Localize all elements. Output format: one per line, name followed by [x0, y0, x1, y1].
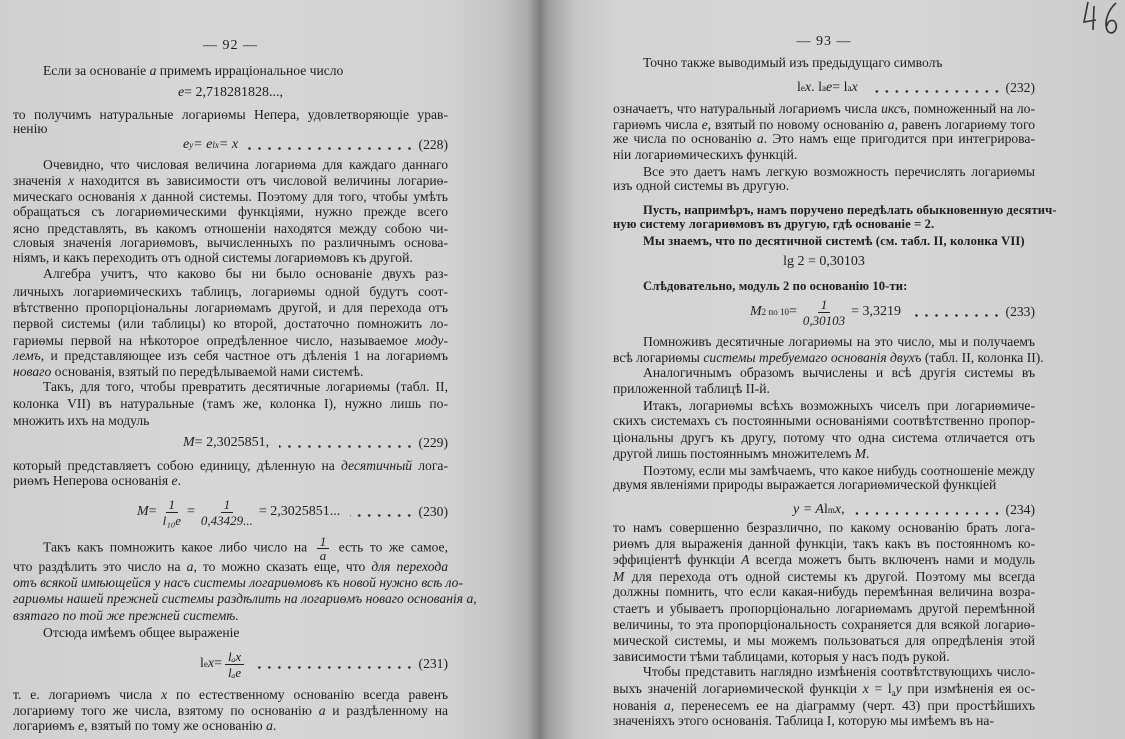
- formula: [183, 137, 238, 153]
- text-run: основанія, взятый по передѣлываемой нами системѣ.: [51, 364, 364, 379]
- subscript: e: [203, 659, 208, 669]
- text-run: то получимъ натуральные логариѳмы Непера, удовлетворяющіе урав-: [13, 107, 448, 122]
- italic-text: e: [826, 80, 833, 95]
- text-line: [613, 131, 1035, 147]
- text-line: [13, 364, 448, 380]
- text-run: колонка VII) въ натуральные (тамъ же, колонка I), нужно лишь по-: [13, 396, 448, 411]
- text-run: Алгебра учитъ, что каково бы ни было основаніе двухъ раз-: [43, 266, 448, 281]
- text-line: [13, 703, 448, 719]
- text-run: логариѳму того же числа, взятому по основанію: [13, 703, 319, 718]
- formula-line: [613, 244, 1035, 280]
- text-line: [613, 584, 1035, 600]
- subscript: m: [827, 505, 835, 515]
- text-run: = 2,718281828...,: [184, 85, 284, 100]
- italic-text: гариѳмы нашей прежней системы раздѣлить на логариѳмъ новаго основанія a,: [13, 591, 477, 606]
- text-line: [613, 55, 1035, 71]
- text-line: [13, 316, 448, 332]
- text-line: [613, 601, 1035, 617]
- formula-line: [613, 294, 1035, 330]
- text-run: = 2,3025851,: [194, 435, 270, 450]
- text-line: [613, 365, 1035, 381]
- text-line: [613, 430, 1035, 446]
- text-run: l: [200, 656, 204, 671]
- text-line: [13, 608, 448, 624]
- text-run: скихъ системахъ съ постоянными основаніями соотвѣтственно пропор-: [613, 413, 1035, 428]
- text-line: [613, 617, 1035, 633]
- text-run: .: [177, 473, 181, 488]
- text-run: ,: [841, 502, 845, 517]
- text-run: должны помнить, что если какая-нибудь перемѣнная величина возра-: [613, 584, 1035, 599]
- dot-leader: [350, 514, 414, 517]
- text-run: ціональны другъ къ другу, потому что одна система отличается отъ: [613, 430, 1035, 445]
- text-run: же числа по основанію: [613, 131, 757, 146]
- text-line: [613, 350, 1044, 366]
- italic-text: x: [68, 173, 75, 188]
- text-run: Очевидно, что числовая величина логариѳма для каждаго даннаго: [43, 157, 448, 172]
- formula: [178, 85, 283, 101]
- text-line: [613, 147, 1035, 163]
- text-line: [613, 649, 1035, 665]
- subscript: a: [847, 83, 852, 93]
- italic-text: x: [834, 502, 842, 517]
- text-run: ясно представлять, въ какомъ отношеніи находятся между собою чи-: [13, 221, 448, 236]
- text-run: Такъ какъ помножить какое либо число на: [43, 539, 314, 555]
- text-line: [13, 333, 448, 349]
- text-run: нованія: [613, 698, 664, 713]
- text-line: [613, 398, 1035, 414]
- text-run: = 2,3025851...: [258, 504, 341, 519]
- dot-leader: [911, 314, 1001, 317]
- italic-text: a: [756, 131, 764, 146]
- fraction-numerator: lₐx: [225, 649, 244, 665]
- text-run: величины, то эта пропорціональность сохраняется для всякой логариѳ-: [613, 617, 1035, 632]
- equation-number: (231): [418, 656, 448, 671]
- text-run: выхъ значеній логариѳмической функціи: [613, 681, 863, 696]
- text-run: то намъ совершенно безразлично, по какому основанію брать лога-: [613, 520, 1035, 535]
- text-line: [13, 204, 448, 220]
- italic-text: = e: [193, 137, 213, 152]
- text-run: риѳмъ для выраженія данной функціи, такъ какъ въ постоянномъ ко-: [613, 536, 1035, 551]
- text-run: обращаться съ логариѳмическими функціями, нужно прежде всего: [13, 204, 448, 219]
- text-run: ненію: [13, 121, 48, 136]
- text-run: lg 2 = 0,30103: [783, 254, 865, 269]
- italic-text: y = A: [793, 502, 824, 517]
- italic-text: иксъ: [881, 101, 907, 116]
- text-line: [13, 575, 463, 591]
- fraction-denominator: 0,43429...: [200, 512, 253, 528]
- text-run: Точно также выводимый изъ предыдущаго символъ: [643, 55, 943, 70]
- italic-text: системы требуемаго основанія двухъ: [703, 350, 922, 365]
- italic-text: e: [78, 718, 85, 733]
- text-run: Если за основаніе: [43, 63, 150, 78]
- dot-leader: [868, 90, 1002, 93]
- text-run: Поэтому, если мы замѣчаемъ, что какое нибудь соотношеніе между: [643, 463, 1035, 478]
- right-page: [613, 0, 1057, 739]
- text-run: значеніяхъ этого основанія. Таблица I, которую мы имѣемъ въ на-: [613, 713, 994, 728]
- text-run: что раздѣлить это число на: [13, 559, 187, 574]
- text-run: который представляетъ собою единицу, дѣленную на: [13, 458, 341, 473]
- fraction: [317, 535, 330, 562]
- text-run: =: [789, 304, 797, 319]
- dot-leader: [855, 512, 1002, 515]
- fraction-numerator: 1: [317, 535, 330, 549]
- text-run: Чтобы представить наглядно измѣненія соотвѣтствующихъ число-: [643, 664, 1035, 679]
- italic-text: x: [804, 80, 812, 95]
- text-line: [613, 698, 1035, 714]
- italic-text: a: [318, 703, 326, 718]
- text-line: [13, 379, 448, 395]
- text-run: ную систему логариѳмовъ въ другую, гдѣ основаніе = 2.: [613, 217, 935, 231]
- text-run: всегда можетъ быть включенъ нами и модуль: [749, 552, 1035, 567]
- subscript: a: [891, 688, 896, 698]
- text-run: Все это даетъ намъ легкую возможность перечислять логариѳмы: [643, 164, 1035, 179]
- text-run: логариѳмъ: [13, 718, 79, 733]
- italic-text: a: [663, 698, 671, 713]
- text-run: мическаго основанія: [13, 189, 141, 204]
- text-line: [613, 178, 1035, 194]
- formula-line: [13, 425, 448, 461]
- text-run: , взятый по новому основанію: [707, 117, 888, 132]
- text-run: лога-: [412, 458, 448, 473]
- text-run: (табл. II, колонка II).: [921, 350, 1044, 365]
- italic-text: a: [266, 718, 273, 733]
- italic-text: x: [851, 80, 858, 95]
- text-run: всѣ логариѳмы: [613, 350, 704, 365]
- text-run: ніи логариѳмическихъ функцій.: [613, 147, 798, 162]
- text-line: [13, 284, 448, 300]
- fraction: [160, 497, 184, 528]
- italic-text: M: [183, 435, 195, 450]
- text-line: [13, 559, 448, 575]
- italic-text: x: [207, 656, 215, 671]
- text-run: значенія: [13, 173, 69, 188]
- text-run: стаетъ и убываетъ пропорціонально логариѳмамъ другой перемѣнной: [613, 601, 1035, 616]
- text-run: вѣтственно пропорціональны логариѳмамъ другой, и для перехода отъ: [13, 300, 448, 315]
- italic-text: e: [183, 137, 190, 152]
- italic-text: M: [613, 569, 625, 584]
- text-run: гариѳмъ числа: [613, 117, 702, 132]
- text-line: [13, 473, 448, 489]
- text-line: [613, 278, 1035, 294]
- text-line: [13, 300, 448, 316]
- text-line: [613, 101, 1035, 117]
- text-run: т. е. логариѳмъ числа: [13, 687, 162, 702]
- text-run: другой лишь постояннымъ множителемъ: [613, 446, 855, 461]
- italic-text: a: [149, 63, 157, 78]
- text-run: Пусть, напримѣръ, намъ поручено передѣлать обыкновенную десятич-: [643, 203, 1057, 217]
- fraction-numerator: 1: [818, 297, 831, 313]
- fraction: [800, 297, 848, 328]
- equation-number: (234): [1005, 502, 1035, 517]
- italic-text: моду-: [415, 333, 448, 348]
- fraction-numerator: 1: [221, 497, 234, 513]
- text-run: l: [797, 80, 801, 95]
- text-run: первой системы (или таблицы) ко второй, достаточно помножить ло-: [13, 316, 448, 331]
- text-run: .: [866, 446, 870, 461]
- italic-text: для перехода: [371, 559, 449, 574]
- text-line: [613, 520, 1035, 536]
- text-run: приложенной таблицѣ II-й.: [613, 381, 770, 396]
- text-run: и раздѣленному на: [325, 703, 448, 718]
- italic-text: A: [741, 552, 750, 567]
- formula: [797, 80, 858, 96]
- text-run: данной системы. Поэтому для того, чтобы умѣть: [146, 189, 448, 204]
- text-run: зависимости тѣми таблицами, которыя у насъ подъ рукой.: [613, 649, 950, 664]
- text-run: . l: [811, 80, 822, 95]
- text-run: гариѳмы первой на нѣкоторое опредѣленное число, называемое: [13, 333, 416, 348]
- text-line: [13, 266, 448, 282]
- text-run: Помноживъ десятичные логариѳмы на это число, мы и получаемъ: [643, 334, 1035, 349]
- text-line: [13, 189, 448, 205]
- formula: [793, 502, 845, 518]
- superscript: lx: [212, 140, 219, 150]
- text-run: риѳмъ Неперова основанія: [13, 473, 172, 488]
- italic-text: новаго: [13, 364, 52, 379]
- text-line: [13, 718, 448, 734]
- text-run: находится въ зависимости отъ числовой величины логариѳ-: [74, 173, 448, 188]
- italic-text: x: [161, 687, 168, 702]
- subscript: e: [800, 83, 805, 93]
- italic-text: a: [186, 559, 194, 574]
- text-run: , перенесемъ ее на діаграмму (черт. 43) при простѣйшихъ: [670, 698, 1035, 713]
- text-line: [613, 681, 1035, 697]
- dot-leader: [257, 666, 414, 669]
- formula-line: [13, 494, 448, 530]
- text-run: l: [823, 502, 828, 517]
- text-run: эффиціентѣ функціи: [613, 552, 742, 567]
- italic-text: M: [854, 446, 867, 461]
- text-run: , то можно сказать еще, что: [193, 559, 372, 574]
- text-run: для перехода отъ одной системы къ другой. Поэтому мы всегда: [624, 569, 1035, 584]
- text-run: означаетъ, что натуральный логариѳмъ числа: [613, 101, 882, 116]
- formula: [183, 435, 269, 451]
- text-run: =: [187, 504, 195, 519]
- fraction: [225, 649, 244, 680]
- italic-text: десятичный: [340, 458, 413, 473]
- text-run: Аналогичнымъ образомъ вычислены и всѣ другія системы въ: [643, 365, 1035, 380]
- text-run: при измѣненія ея ос-: [901, 681, 1035, 696]
- text-run: Отсюда имѣемъ общее выраженіе: [43, 625, 240, 640]
- text-run: Такъ, для того, чтобы превратить десятичные логариѳмы (табл. II,: [43, 379, 448, 394]
- text-run: множить ихъ на модуль: [13, 413, 150, 428]
- italic-text: взятаго по той же прежней системѣ.: [13, 608, 239, 623]
- equation-number: (228): [418, 137, 448, 152]
- equation-number: (232): [1005, 80, 1035, 95]
- text-run: личныхъ логариѳмическихъ таблицъ, логариѳмы одной будутъ соот-: [13, 284, 448, 299]
- fraction-numerator: 1: [166, 497, 179, 513]
- text-run: есть то же самое,: [332, 539, 448, 555]
- page-number: — 92 —: [203, 38, 258, 53]
- text-line: [13, 625, 448, 641]
- equation-number: (230): [418, 504, 448, 519]
- text-line: [613, 381, 1035, 397]
- italic-text: M: [750, 304, 762, 319]
- superscript: y: [189, 140, 194, 150]
- text-line: [13, 250, 448, 266]
- text-line: [613, 552, 1035, 568]
- text-run: изъ одной системы въ другую.: [613, 178, 790, 193]
- italic-text: отъ всякой имѣющейся у насъ системы логариѳмовъ къ новой нужно всѣ ло-: [13, 575, 463, 590]
- text-run: Итакъ, логариѳмы всѣхъ возможныхъ чиселъ при логариѳмиче-: [643, 398, 1035, 413]
- text-run: .: [272, 718, 277, 733]
- formula: [200, 649, 247, 680]
- text-run: = l: [832, 80, 848, 95]
- text-line: [613, 633, 1035, 649]
- text-line: [613, 446, 1035, 462]
- text-line: [613, 664, 1035, 680]
- text-run: , равенъ логариѳму того: [894, 117, 1035, 132]
- text-line: [13, 173, 448, 189]
- fraction-denominator: a: [319, 548, 327, 563]
- text-line: [613, 536, 1035, 552]
- text-run: =: [214, 656, 223, 671]
- subscript: a: [822, 83, 826, 93]
- italic-text: x: [140, 189, 147, 204]
- text-run: мической системы, и мы можемъ пользоваться для опредѣленія этой: [613, 633, 1035, 648]
- text-run: =: [148, 504, 157, 519]
- italic-text: e: [701, 117, 708, 132]
- dot-leader: [248, 147, 414, 150]
- text-run: , помноженный на ло-: [906, 101, 1035, 116]
- text-line: [13, 687, 448, 703]
- equation-number: (229): [418, 435, 448, 450]
- text-line: [613, 713, 1035, 729]
- text-line: [13, 235, 448, 251]
- text-line: [613, 216, 1035, 232]
- dot-leader: [279, 445, 414, 448]
- handwritten-page-mark: [1080, 0, 1125, 40]
- italic-text: лемъ,: [13, 348, 45, 363]
- italic-text: e: [171, 473, 178, 488]
- formula: [750, 297, 901, 328]
- text-run: , взятый по тому же основанію: [84, 718, 267, 733]
- formula-line: [13, 646, 448, 682]
- subscript: 2 по 10: [761, 307, 789, 317]
- italic-text: = x: [218, 137, 239, 152]
- text-run: Слѣдовательно, модуль 2 по основанію 10-ти:: [643, 279, 908, 293]
- formula: [783, 254, 865, 270]
- text-run: и представляющее изъ себя частное отъ дѣленія 1 на логариѳмъ: [44, 348, 448, 363]
- italic-text: M: [137, 504, 149, 519]
- text-run: Мы знаемъ, что по десятичной системѣ (см. табл. II, колонка VII): [643, 234, 1025, 248]
- equation-number: (233): [1005, 304, 1035, 319]
- text-line: [13, 348, 448, 364]
- text-run: . Это намъ еще пригодится при интегрирова-: [763, 131, 1035, 146]
- text-run: = 3,3219: [851, 304, 902, 319]
- page-number: — 93 —: [796, 34, 852, 49]
- text-line: [13, 396, 448, 412]
- text-line: [613, 569, 1035, 585]
- fraction-denominator: 0,30103: [802, 312, 846, 328]
- formula: [137, 497, 340, 528]
- italic-text: e: [177, 85, 185, 100]
- italic-text: a: [887, 117, 895, 132]
- text-line: [613, 477, 1035, 493]
- text-line: [13, 157, 448, 173]
- italic-text: x: [862, 681, 869, 696]
- fraction: [198, 497, 256, 528]
- text-run: примемъ ирраціональное число: [156, 63, 344, 78]
- text-run: по естественному основанію всегда равенъ: [167, 687, 448, 702]
- left-page: [13, 0, 477, 739]
- text-line: [13, 534, 448, 563]
- text-run: ніямъ, и какъ переходить отъ одной системы логариѳмовъ къ другой.: [13, 250, 413, 265]
- italic-text: y: [895, 681, 902, 696]
- text-line: [613, 334, 1035, 350]
- text-line: [613, 413, 1035, 429]
- text-run: двумя явленіями природы выражается логариѳмической функціей: [613, 477, 997, 492]
- formula-line: [13, 75, 448, 111]
- text-line: [13, 458, 448, 474]
- text-line: [13, 591, 477, 607]
- text-run: словыя значенія логариѳмовъ, вычисленныхъ по различнымъ основа-: [13, 235, 448, 250]
- text-run: = l: [868, 681, 892, 696]
- fraction-denominator: lₐe: [228, 664, 242, 680]
- fraction-denominator: l₁₀e: [162, 512, 181, 528]
